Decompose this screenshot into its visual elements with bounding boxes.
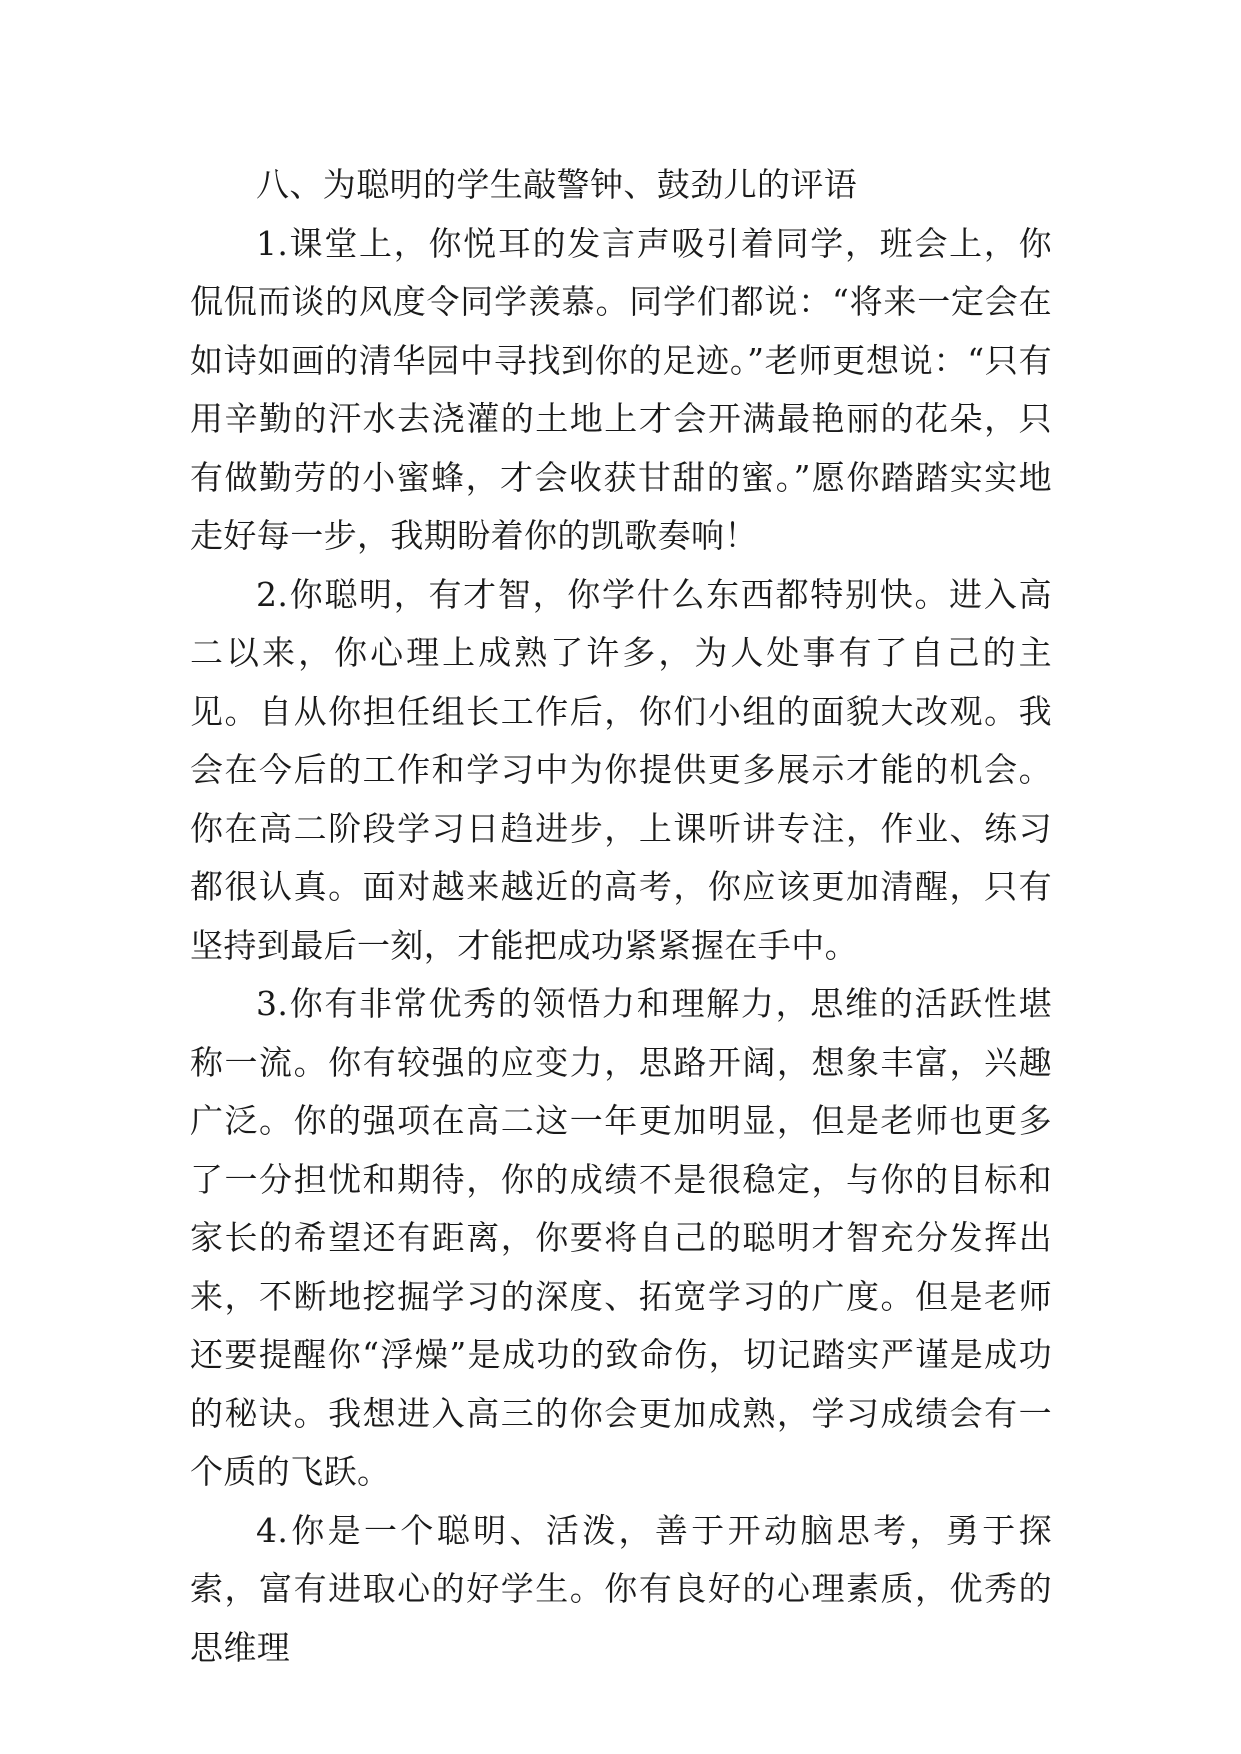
comment-paragraph-3: 3.你有非常优秀的领悟力和理解力，思维的活跃性堪称一流。你有较强的应变力，思路开阔，想象丰富，兴趣广泛。你的强项在高二这一年更加明显，但是老师也更多了一分担忧和期待，你的成绩不是很稳定，与你的目标和家长的希望还有距离，你要将自己的聪明才智充分发挥出来，不断地挖掘学习的深度、拓宽学习的广度。但是老师还要提醒你“浮燥”是成功的致命伤，切记踏实严谨是成功的秘诀。我想进入高三的你会更加成熟，学习成绩会有一个质的飞跃。 xyxy=(190,984,1052,1491)
comment-paragraph-1: 1.课堂上，你悦耳的发言声吸引着同学，班会上，你侃侃而谈的风度令同学羡慕。同学们都说：“将来一定会在如诗如画的清华园中寻找到你的足迹。”老师更想说：“只有用辛勤的汗水去浇灌的土地上才会开满最艳丽的花朵，只有做勤劳的小蜜蜂，才会收获甘甜的蜜。”愿你踏踏实实地走好每一步，我期盼着你的凯歌奏响！ xyxy=(190,223,1052,555)
document-body xyxy=(190,156,1052,1677)
section-heading: 八、为聪明的学生敲警钟、鼓劲儿的评语 xyxy=(256,165,858,204)
comment-paragraph-2: 2.你聪明，有才智，你学什么东西都特别快。进入高二以来，你心理上成熟了许多，为人处事有了自己的主见。自从你担任组长工作后，你们小组的面貌大改观。我会在今后的工作和学习中为你提供更多展示才能的机会。你在高二阶段学习日趋进步，上课听讲专注，作业、练习都很认真。面对越来越近的高考，你应该更加清醒，只有坚持到最后一刻，才能把成功紧紧握在手中。 xyxy=(190,574,1052,965)
comment-paragraph-4: 4.你是一个聪明、活泼，善于开动脑思考，勇于探索，富有进取心的好学生。你有良好的心理素质，优秀的思维理 xyxy=(190,1510,1052,1667)
